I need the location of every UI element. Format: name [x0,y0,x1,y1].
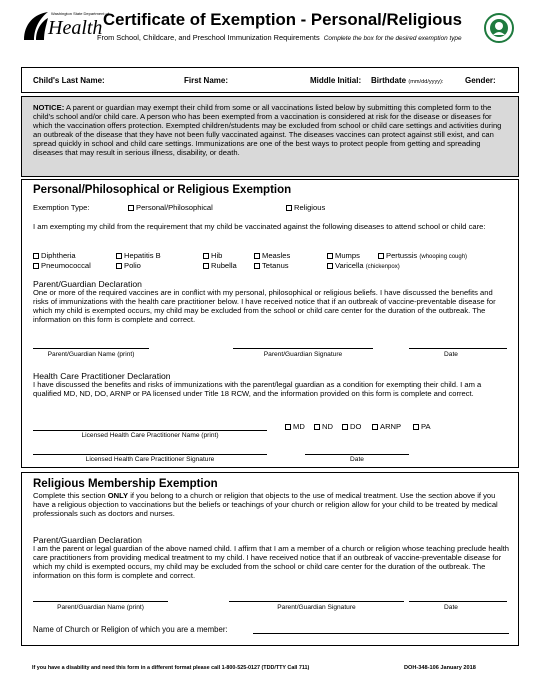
birthdate-format: (mm/dd/yyyy): [408,79,444,85]
pertussis-note: (whooping cough) [419,254,468,260]
parent-name-label: Parent/Guardian Name (print) [47,351,135,358]
footer-disability-note: If you have a disability and need this form in a different format please call 1-800-525-0127 (TDD/TTY Call 711) [32,665,310,671]
personal-statement: I am exempting my child from the requirement that my child be vaccinated against the following diseases to attend school or child care: [33,222,486,231]
disease-hepatitis-b[interactable] [116,251,161,260]
disease-label: Diphtheria [41,251,76,260]
checkbox-polio[interactable] [116,263,122,269]
checkbox-diphtheria[interactable] [33,253,39,259]
parent-signature-label: Parent/Guardian Signature [263,351,343,358]
gender-label: Gender: [465,76,496,85]
religious-declaration-title: Parent/Guardian Declaration [33,535,142,545]
disease-label: Tetanus [262,261,289,270]
parent-declaration-text: One or more of the required vaccines are in conflict with my personal, philosophical or religious beliefs. I have discussed the benefits and risks of immunizations with the health care practitioner below. I have received notice that if an outbreak of vaccine-preventable disease for which my child is exempted occurs, my child may be excluded from the school or child care center for the duration of the outbreak. The information on this form is complete and correct. [33,288,496,324]
state-seal-icon [484,13,514,43]
religious-signature-line[interactable] [229,601,404,602]
checkbox-measles[interactable] [254,253,260,259]
religious-intro-pre: Complete this section [33,491,108,500]
parent-declaration-title: Parent/Guardian Declaration [33,279,142,289]
option-religious-label: Religious [294,203,326,212]
subtitle-text: From School, Childcare, and Preschool Immunization Requirements [97,33,320,42]
religious-declaration-text: I am the parent or legal guardian of the above named child. I affirm that I am a member of a church or religion whose teaching preclude health care practitioners from providing medical treatment to my child. I have received notice that if an outbreak of vaccine-preventable disease for which my child is exempted occurs, my child may be excluded from the school or child care center for the duration of the outbreak. The information on this form is complete and correct. [33,544,510,580]
credential-label: PA [421,422,431,431]
hcp-declaration-title: Health Care Practitioner Declaration [33,371,171,381]
checkbox-nd[interactable] [314,424,320,430]
parent-date-line[interactable] [409,348,507,349]
disease-label: Mumps [335,251,360,260]
option-religious[interactable] [286,203,325,212]
logo-small-text: Washington State Department of [51,11,109,16]
checkbox-md[interactable] [285,424,291,430]
credential-md[interactable] [285,422,305,431]
religious-signature-label: Parent/Guardian Signature [277,604,356,611]
disease-diphtheria[interactable] [33,251,76,260]
credential-pa[interactable] [413,422,431,431]
credential-arnp[interactable] [372,422,401,431]
checkbox-religious[interactable] [286,205,292,211]
logo-health-text: Health [48,17,103,39]
doh-logo-icon [20,10,50,42]
religious-intro-post: if you belong to a church or religion that objects to the use of medical treatment. Use the section above if you have a religious objection to vaccinations but the beliefs or teachings of your church or religion allow for your child to be treated by medical professionals such as doctors and nurses. [33,491,498,518]
checkbox-hepatitis-b[interactable] [116,253,122,259]
credential-nd[interactable] [314,422,333,431]
disease-label: Measles [262,251,291,260]
disease-label: Pneumococcal [41,261,91,270]
birthdate-text: Birthdate [371,76,407,85]
notice-label: NOTICE: [33,103,65,112]
disease-label: Hepatitis B [124,251,161,260]
hcp-date-line[interactable] [305,454,409,455]
checkbox-hib[interactable] [203,253,209,259]
religious-name-line[interactable] [33,601,168,602]
option-personal-label: Personal/Philosophical [136,203,213,212]
disease-label: Hib [211,251,223,260]
checkbox-pneumococcal[interactable] [33,263,39,269]
form-subtitle [97,33,462,43]
checkbox-rubella[interactable] [203,263,209,269]
parent-name-line[interactable] [33,348,149,349]
birthdate-label [371,76,443,87]
checkbox-varicella[interactable] [327,263,333,269]
disease-hib[interactable] [203,251,222,260]
checkbox-mumps[interactable] [327,253,333,259]
hcp-signature-label: Licensed Health Care Practitioner Signature [85,456,215,463]
form-title: Certificate of Exemption - Personal/Religious [103,10,463,29]
notice-text [33,104,511,157]
disease-label: Rubella [211,261,237,270]
option-personal[interactable] [128,203,213,212]
notice-body: A parent or guardian may exempt their child from some or all vaccinations listed below by submitting this completed form to the child's school and/or child care. A person who has been exempted from a vaccination is considered at risk for the disease or diseases for which the vaccination offers protection. Exempted children/students may be excluded from school or child care settings and activities during an outbreak of the disease that they have not been fully vaccinated against. The diseases vaccines can protect against still exist, and can spread quickly in school and child care settings. Immunizations are one of the best ways to protect people from getting and spreading diseases that may result in serious illness, disability, or death. [33,103,502,157]
subtitle-italic: Complete the box for the desired exemption type [323,35,462,42]
credential-label: ARNP [380,422,402,431]
disease-pneumococcal[interactable] [33,261,91,270]
credential-label: DO [350,422,362,431]
credential-label: MD [293,422,305,431]
hcp-signature-line[interactable] [33,454,267,455]
credential-do[interactable] [342,422,361,431]
disease-label: Varicella [335,261,364,270]
checkbox-pa[interactable] [413,424,419,430]
disease-rubella[interactable] [203,261,237,270]
religious-section-title: Religious Membership Exemption [33,478,218,490]
middle-initial-label: Middle Initial: [310,76,362,85]
disease-measles[interactable] [254,251,290,260]
first-name-label: First Name: [184,76,229,85]
religious-date-label: Date [444,604,458,611]
religious-date-line[interactable] [409,601,507,602]
checkbox-do[interactable] [342,424,348,430]
checkbox-pertussis[interactable] [378,253,384,259]
hcp-name-label: Licensed Health Care Practitioner Name (print) [81,432,219,439]
disease-label: Polio [124,261,141,270]
child-last-name-label: Child's Last Name: [33,76,105,85]
credential-label: ND [322,422,333,431]
disease-tetanus[interactable] [254,261,289,270]
disease-mumps[interactable] [327,251,360,260]
doh-logo [20,8,109,48]
church-name-label: Name of Church or Religion of which you are a member: [33,625,228,634]
church-name-line[interactable] [253,633,509,634]
hcp-date-label: Date [350,456,364,463]
personal-section-title: Personal/Philosophical or Religious Exemption [33,184,292,196]
religious-intro-only: ONLY [107,491,129,500]
parent-date-label: Date [444,351,458,358]
checkbox-personal[interactable] [128,205,134,211]
hcp-name-line[interactable] [33,430,267,431]
disease-polio[interactable] [116,261,141,270]
parent-signature-line[interactable] [233,348,373,349]
varicella-note: (chickenpox) [365,264,400,270]
hcp-declaration-text: I have discussed the benefits and risks of immunizations with the parent/legal guardian as a condition for exempting their child. I am a qualified MD, ND, DO, ARNP or PA licensed under Title 18 RCW, and the information provided on this form is complete and correct. [33,380,482,398]
disease-label: Pertussis [386,251,418,260]
checkbox-tetanus[interactable] [254,263,260,269]
exemption-type-label: Exemption Type: [33,203,90,212]
disease-varicella[interactable] [327,261,400,272]
footer-doc-id: DOH-348-106 January 2018 [404,665,476,671]
religious-name-label: Parent/Guardian Name (print) [57,604,144,611]
checkbox-arnp[interactable] [372,424,378,430]
religious-intro [33,492,509,519]
